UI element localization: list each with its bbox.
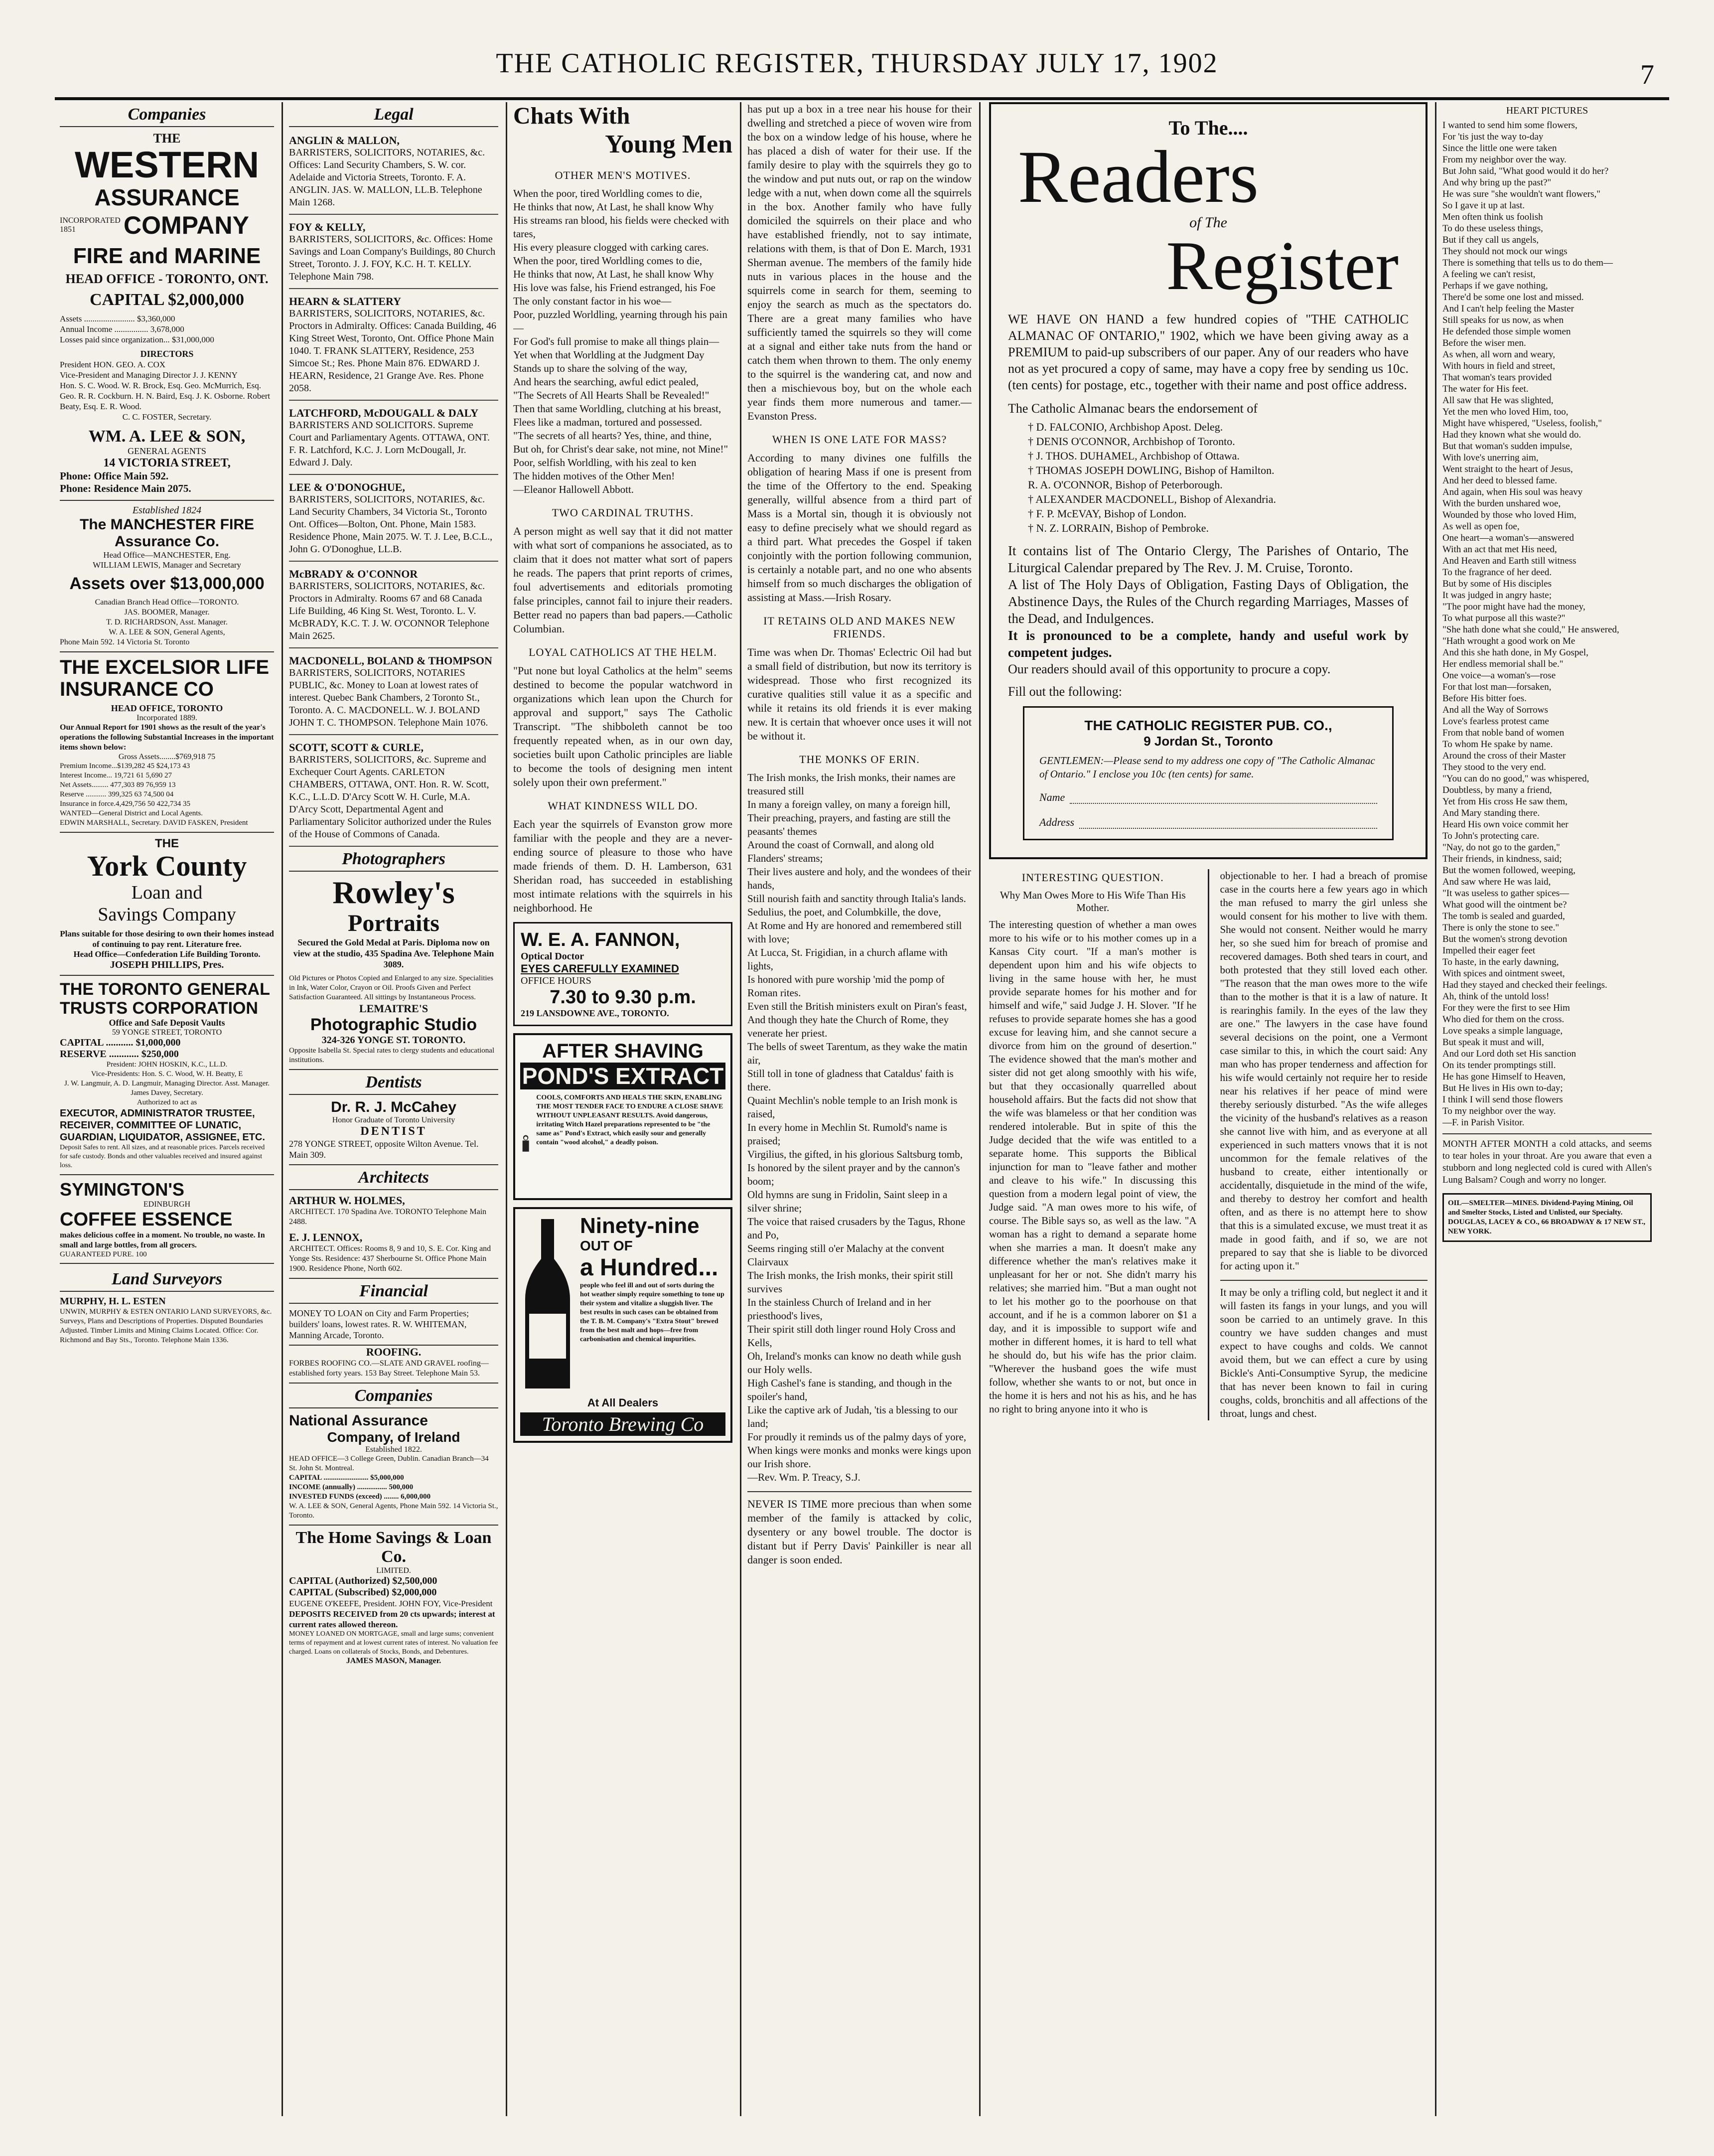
- article-body: has put up a box in a tree near his house for their dwelling and stretched a piece of woven wire from the box on a window ledge of his house, where he has placed a dish of water for their use. If the family desire to play with the squirrels they go to the window and put nuts out, or rap on the window ledge with a nut, when down come all the squirrels in the box. Another family who have fully domiciled the squirrels on their place and who have established friendly, not to say intimate, relations with them, is that of Don E. March, 1931 Sherman avenue. The members of the family hide nuts in various places in the house and the squirrels come in search for them, seeming to enjoy the search as much as the spectators do. There are a great many families who have sufficiently tamed the squirrels so they will come at a signal and either take nuts from the hand or catch them when thrown to them. The only enemy to the squirrel is the wandering cat, and now and then a mischievous boy, but on the whole each year finds them more numerous and tamer.—Evanston Press.: [747, 103, 972, 422]
- ad-line: Reserve ........... 399,325 63 74,500 04: [60, 790, 174, 798]
- ad-title: Assets over $13,000,000: [69, 574, 265, 593]
- ad-title: York County: [87, 850, 247, 882]
- ad-text: CAPITAL $2,000,000: [89, 291, 245, 309]
- ad-text: Opposite Isabella St. Special rates to clergy students and educational institutions.: [289, 1047, 495, 1064]
- article-body: Each year the squirrels of Evanston grow more familiar with the people and they are a never-ending source of pleasure to those who have made friends of them. D. H. Lamberson, 631 Sheridan road, has succeeded in establishing most intimate relations with the squirrels in his neighborhood. He: [513, 818, 732, 914]
- ad-text: HEAD OFFICE, TORONTO: [111, 703, 223, 713]
- ad-line: James Davey, Secretary.: [131, 1089, 203, 1097]
- column-divider: [1435, 102, 1436, 2116]
- notice-body: WE HAVE ON HAND a few hundred copies of "THE CATHOLIC ALMANAC OF ONTARIO," 1902, which we have been giving away as a PREMIUM to paid-up subscribers of our paper. Any of our readers who have not as yet procured a copy of same, may have a copy free by sending us 10c. (ten cents) for postage, etc., together with their name and post office address.: [1008, 312, 1409, 392]
- column-poem: [1442, 102, 1652, 2116]
- column-chats: [513, 102, 732, 2116]
- ad-text: 324-326 YONGE ST. TORONTO.: [321, 1035, 466, 1046]
- endorser: † J. THOS. DUHAMEL, Archbishop of Ottawa.: [1028, 450, 1240, 462]
- ad-text: EXECUTOR, ADMINISTRATOR TRUSTEE, RECEIVER, COMMITTEE OF LUNATIC, GUARDIAN, LIQUIDATOR, ASSIGNEE, ETC.: [60, 1108, 265, 1143]
- ad-text: 278 YONGE STREET, opposite Wilton Avenue. Tel. Main 309.: [289, 1139, 479, 1160]
- article-subheading: Why Man Owes More to His Wife Than His Mother.: [1000, 889, 1186, 914]
- notice-text: of The: [1189, 214, 1227, 231]
- poem-text: The Irish monks, the Irish monks, their names are treasured still In many a foreign valley, on many a foreign hill, Their preaching, prayers, and fasting are still the peasants' themes Around the coast of Cornwall, and along old Flanders' streams; Their lives austere and holy, and the wondees of their hands, Still nourish faith and sanctity through Italia's lands. Sedulius, the poet, and Columbkille, the dove, At Rome and Hy are honored and remembered still with love; At Lucca, St. Frigidian, in a church aflame with lights, Is honored with pure worship 'mid the pomp of Roman rites. Even still the British ministers exult on Piran's feast, And though they hate the Church of Rome, they venerate her priest. The bells of sweet Tarentum, as they wake the matin air, Still toll in tone of gladness that Cataldus' faith is there. Quaint Mechlin's noble temple to an Irish monk is raised, In every home in Mechlin St. Rumold's name is praised; Virgilius, the gifted, in his glorious Saltsburg tomb, Is honored by the silent prayer and by the cannon's boom; Old hymns are sung in Fridolin, Saint sleep in a silver shrine; The voice that raised crusaders by the Tagus, Rhone and Po, Seems ringing still o'er Malachy at the convent Clairvaux The Irish monks, the Irish monks, their spirit still survives In the stainless Church of Ireland and in her priesthood's lives, Their spirit still doth linger round Holy Cross and Kells, Oh, Ireland's monks can know no death while gush our Holy wells. High Cashel's fane is standing, and though in the spoiler's hand, Like the captive ark of Judah, 'tis a blessing to our land; For proudly it reminds us of the palmy days of yore, When kings were monks and monks were kings upon our Irish shore. —Rev. Wm. P. Treacy, S.J.: [747, 771, 972, 1483]
- ad-line: Interest Income... 19,721 61 5,690 27: [60, 771, 172, 779]
- ad-title: Rowley's: [332, 875, 455, 910]
- ad-title: 7.30 to 9.30 p.m.: [550, 987, 696, 1008]
- article-heading: INTERESTING QUESTION.: [1021, 871, 1164, 884]
- card-title: MACDONELL, BOLAND & THOMPSON: [289, 654, 492, 667]
- ad-text: FORBES ROOFING CO.—SLATE AND GRAVEL roofing—established forty years. 153 Bay Street. Telephone Main 53.: [289, 1359, 489, 1378]
- ad-line: Vice-President and Managing Director J. J. KENNY: [60, 370, 238, 380]
- address-field[interactable]: [1079, 818, 1377, 829]
- card-title: SCOTT, SCOTT & CURLE,: [289, 741, 424, 754]
- ad-title: Savings Company: [98, 904, 236, 925]
- ad-text: 59 YONGE STREET, TORONTO: [112, 1028, 222, 1037]
- ad-title: The MANCHESTER FIRE Assurance Co.: [79, 516, 254, 550]
- ad-text: EUGENE O'KEEFE, President. JOHN FOY, Vice-President: [289, 1599, 493, 1608]
- ad-line: CAPITAL (Subscribed) $2,000,000: [289, 1587, 437, 1598]
- ad-text: Established 1822.: [365, 1445, 422, 1454]
- ad-line: JAS. BOOMER, Manager.: [124, 608, 210, 616]
- masthead: THE CATHOLIC REGISTER, THURSDAY JULY 17, 1902: [496, 48, 1218, 79]
- ad-title: National Assurance: [289, 1412, 428, 1429]
- home-savings-ad: [289, 1526, 498, 1666]
- ad-text: CAPITAL ........... $1,000,000: [60, 1037, 181, 1048]
- endorser: † N. Z. LORRAIN, Bishop of Pembroke.: [1028, 522, 1209, 534]
- notice-body: The Catholic Almanac bears the endorsement of: [1008, 401, 1258, 416]
- ad-line: Assets ........................ $3,360,000: [60, 314, 175, 323]
- poem-text: I wanted to send him some flowers, For 'tis just the way to-day Since the little one were taken From my neighbor over the way. But John said, "What good would it do her? And why bring up the past?" He was sure "she wouldn't want flowers," So I gave it up at last. Men often think us foolish To do these useless things, But if they call us angels, They should not mock our wings There is something that tells us to do them— A feeling we can't resist, Perhaps if we gave nothing, There'd be some one lost and missed. And I can't help feeling the Master Still speaks for us now, as when He defended those simple women Before the wiser men. As when, all worn and weary, With hours in field and street, That woman's tears provided The water for His feet. All saw that He was slighted, Yet the men who loved Him, too, Might have whispered, "Useless, foolish," Had they known what she would do. But that woman's sudden impulse, With love's unerring aim, Went straight to the heart of Jesus, And her deed to blessed fame. And again, when His soul was heavy With the burden unshared woe, Wounded by those who loved Him, As well as open foe, One heart—a woman's—answered With an act that met His need, And Heaven and Earth still witness To the fragrance of her deed. But by some of His disciples It was judged in angry haste; "The poor might have had the money, To what purpose all this waste?" "She hath done what she could," He answered, "Hath wrought a good work on Me And this she hath done, in My Gospel, Her endless memorial shall be." One voice—a woman's—rose For that lost man—forsaken, Before His bitter foes. And all the Way of Sorrows Love's fearless protest came From that noble band of women To whom He spake by name. Around the cross of their Master They stood to the very end. "You can do no good," was whispered, Doubtless, by many a friend, Yet from His cross He saw them, And Mary standing there. Heard His own voice commit her To John's protecting care. "Nay, do not go to the garden," Their friends, in kindness, said; But the women followed, weeping, And saw where He was laid, "It was useless to gather spices— What good will the ointment be? The tomb is sealed and guarded, There is only the stone to see." But the women's strong devotion Impelled their eager feet To haste, in the early dawning, With spices and ointment sweet, Had they stayed and checked their feelings. Ah, think of the untold loss! For they were the first to see Him Who died for them on the cross. Love speaks a simple language, But speak it must and will, And our Lord doth set His sanction On its tender promptings still. He has gone Himself to Heaven, But He lives in His own to-day; I think I will send those flowers To my neighbor over the way. —F. in Parish Visitor.: [1442, 120, 1619, 1128]
- ad-text: WILLIAM LEWIS, Manager and Secretary: [93, 560, 241, 570]
- endorser: R. A. O'CONNOR, Bishop of Peterborough.: [1028, 478, 1223, 491]
- ad-text: Established 1824: [132, 505, 202, 516]
- ad-text: Office and Safe Deposit Vaults: [109, 1018, 225, 1028]
- ad-text: DIRECTORS: [140, 349, 194, 359]
- column-divider: [740, 102, 741, 2116]
- article-body: MONTH AFTER MONTH a cold attacks, and seems to tear holes in your throat. Are you aware that even a stubborn and long neglected cold is cured with Allen's Lung Balsam? Cough and worry no longer.: [1442, 1133, 1652, 1186]
- poem-title: HEART PICTURES: [1506, 105, 1588, 116]
- ad-line: President: JOHN HOSKIN, K.C., LL.D.: [106, 1061, 228, 1069]
- ad-text: DEPOSITS RECEIVED from 20 cts upwards; interest at current rates allowed thereon.: [289, 1609, 495, 1629]
- section-heading: ROOFING.: [366, 1346, 422, 1358]
- ad-text: makes delicious coffee in a moment. No trouble, no waste. In small and large bottles, from all grocers.: [60, 1231, 265, 1249]
- ad-title: WM. A. LEE & SON,: [88, 427, 246, 446]
- ad-title: MURPHY, H. L. ESTEN: [60, 1296, 166, 1307]
- endorsers-list: [1008, 420, 1409, 535]
- readers-notice-box: [989, 102, 1428, 859]
- ad-text: MONEY LOANED ON MORTGAGE, small and large sums; convenient terms of repayment and at lowest current rates of interest. No valuation fee charged. Loans on collaterals of Stocks, Bonds, and Debentures.: [289, 1630, 498, 1656]
- section-heading: Dentists: [289, 1073, 498, 1095]
- name-label: Name: [1039, 791, 1065, 803]
- ad-text: HEAD OFFICE - TORONTO, ONT.: [65, 272, 269, 286]
- card-text: BARRISTERS, SOLICITORS, NOTARIES, &c. Land Security Chambers, 34 Victoria St., Toronto Ont. Offices—Bolton, Ont. Phone, Main 1583. Residence Phone, Main 2075. W. T. J. Lee, B.C.L., John G. O'Donoghue, LL.B.: [289, 494, 493, 555]
- legal-card: [289, 738, 498, 847]
- column-divider: [506, 102, 507, 2116]
- ad-text: OFFICE HOURS: [521, 975, 591, 986]
- ad-title: ASSURANCE: [94, 184, 240, 210]
- ad-text: MONEY TO LOAN on City and Farm Properties; builders' loans, lowest rates. R. W. WHITEMAN, Manning Arcade, Toronto.: [289, 1308, 469, 1340]
- ad-line: INCOME (annually) ................ 500,000: [289, 1483, 414, 1491]
- toronto-brewing-ad: [513, 1207, 732, 1443]
- ad-line: Premium Income...$139,282 45 $24,173 43: [60, 762, 190, 770]
- ponds-extract-ad: [513, 1033, 732, 1200]
- ad-line: Annual Income ................ 3,678,000: [60, 324, 184, 334]
- endorser: † ALEXANDER MACDONELL, Bishop of Alexandria.: [1028, 493, 1277, 505]
- ad-line: CAPITAL (Authorized) $2,500,000: [289, 1575, 437, 1586]
- ad-text: Plans suitable for those desiring to own their homes instead of continuing to pay rent. Literature free.: [60, 929, 274, 949]
- ad-text: UNWIN, MURPHY & ESTEN ONTARIO LAND SURVEYORS, &c. Surveys, Plans and Descriptions of Properties. Disputed Boundaries Adjusted. Timber Limits and Mining Claims Located. Office: Cor. Richmond and Bay Sts., Toronto. Telephone Main 1336.: [60, 1308, 272, 1344]
- section-heading: Photographers: [289, 850, 498, 872]
- ad-title: Loan and: [131, 882, 203, 903]
- ad-line: Net Assets......... 477,303 89 76,959 13: [60, 781, 176, 789]
- notice-body: It contains list of The Ontario Clergy, The Parishes of Ontario, The Liturgical Calendar prepared by The Rev. J. M. Cruise, Toronto.: [1008, 543, 1409, 575]
- ad-text: ARCHITECT. 170 Spadina Ave. TORONTO Telephone Main 2488.: [289, 1208, 487, 1226]
- section-heading: Financial: [289, 1282, 498, 1304]
- name-field[interactable]: [1070, 793, 1377, 804]
- page-number: 7: [1640, 59, 1654, 90]
- header-rule: [55, 97, 1669, 100]
- card-title: LATCHFORD, McDOUGALL & DALY: [289, 407, 479, 419]
- form-address: 9 Jordan St., Toronto: [1143, 734, 1273, 749]
- endorser: † THOMAS JOSEPH DOWLING, Bishop of Hamilton.: [1028, 464, 1275, 476]
- legal-card: [289, 292, 498, 401]
- ad-text: INCORPORATED 1851: [60, 216, 121, 234]
- article-heading: IT RETAINS OLD AND MAKES NEW FRIENDS.: [763, 615, 956, 640]
- card-text: BARRISTERS, SOLICITORS, NOTARIES PUBLIC, &c. Money to Loan at lowest rates of interest. Quebec Bank Chambers, 2 Toronto St., Toronto. A. C. MACDONELL. W. J. BOLAND JOHN T. C. THOMPSON. Telephone Main 1076.: [289, 667, 488, 728]
- interesting-question-continued: [1220, 869, 1428, 1420]
- ad-text: Head Office—Confederation Life Building Toronto.: [73, 949, 261, 959]
- endorser: † D. FALCONIO, Archbishop Apost. Deleg.: [1028, 421, 1223, 433]
- ad-title: Ninety-nine: [580, 1214, 700, 1238]
- notice-body: A list of The Holy Days of Obligation, Fasting Days of Obligation, the Abstinence Days, the Rules of the Church regarding Marriages, Masses of the Dead, and Indulgences.: [1008, 577, 1409, 626]
- ad-line: WANTED—General District and Local Agents.: [60, 809, 203, 817]
- ad-title: Photographic Studio: [310, 1015, 477, 1034]
- ad-line: President HON. GEO. A. COX: [60, 360, 166, 369]
- ad-text: Deposit Safes to rent. All sizes, and at reasonable prices. Parcels received for safe custody. Bonds and other valuables received and insured against loss.: [60, 1144, 265, 1169]
- architects: [289, 1168, 498, 1279]
- douglas-lacey-ad: OIL—SMELTER—MINES. Dividend-Paying Mining, Oil and Smelter Stocks, Listed and Unlisted, our Specialty. DOUGLAS, LACEY & CO., 66 BROADWAY & 17 NEW ST., NEW YORK.: [1442, 1193, 1652, 1242]
- symingtons-ad: [60, 1175, 274, 1264]
- card-title: ANGLIN & MALLON,: [289, 134, 400, 147]
- photographers: [289, 850, 498, 1070]
- ad-text: HEAD OFFICE—3 College Green, Dublin. Canadian Branch—34 St. John St. Montreal.: [289, 1455, 489, 1472]
- ad-title: W. E. A. FANNON,: [521, 929, 680, 950]
- ad-text: Incorporated 1889.: [137, 714, 197, 722]
- legal-card: [289, 218, 498, 289]
- ad-title: COMPANY: [124, 211, 249, 239]
- card-title: HEARN & SLATTERY: [289, 295, 401, 308]
- column-title: Chats With: [513, 103, 630, 129]
- ad-title: POND'S EXTRACT: [520, 1063, 725, 1089]
- ad-text: W. A. LEE & SON, General Agents, Phone Main 592. 14 Victoria St., Toronto.: [289, 1502, 498, 1520]
- ad-text: 14 VICTORIA STREET,: [103, 457, 231, 469]
- ad-text: EYES CAREFULLY EXAMINED: [521, 962, 679, 975]
- ad-text: EDINBURGH: [143, 1200, 191, 1209]
- article-heading: THE MONKS OF ERIN.: [799, 753, 920, 766]
- ad-text: Our Annual Report for 1901 shows as the result of the year's operations the following Substantial Increases in the important items shown below:: [60, 723, 274, 752]
- ad-text: LIMITED.: [376, 1566, 411, 1575]
- ad-title: WESTERN: [75, 144, 259, 185]
- column-divider: [282, 102, 283, 2116]
- ad-title: Company, of Ireland: [327, 1429, 460, 1445]
- ad-title: FIRE and MARINE: [73, 244, 261, 268]
- card-text: BARRISTERS, SOLICITORS, NOTARIES, &c. Offices: Land Security Chambers, S. W. cor. Adelaide and Victoria Streets, Toronto. F. A. ANGLIN. JAS. W. MALLON, LL.B. Telephone Main 1268.: [289, 147, 485, 208]
- ad-text: GUARANTEED PURE. 100: [60, 1250, 147, 1258]
- ad-text: JOSEPH PHILLIPS, Pres.: [110, 959, 224, 970]
- notice-title: Register: [1166, 227, 1399, 305]
- ad-title: E. J. LENNOX,: [289, 1231, 363, 1243]
- column-title: Young Men: [605, 130, 732, 158]
- card-text: BARRISTERS, SOLICITORS, &c. Supreme and Exchequer Court Agents. CARLETON CHAMBERS, OTTAWA, ONT. Hon. R. W. Scott, K.C., L.L.D. D'Arcy Scott W. H. Curle, M.A. D'Arcy Scott, Departmental Agent and Parliamentary Solicitor authorized under the Rules of the House of Commons of Canada.: [289, 754, 491, 840]
- legal-card: [289, 131, 498, 215]
- ad-text: 219 LANSDOWNE AVE., TORONTO.: [521, 1008, 669, 1018]
- order-form: [1023, 706, 1394, 840]
- section-heading: Legal: [289, 105, 498, 127]
- ad-title: Dr. R. J. McCahey: [331, 1099, 456, 1115]
- column-readers: [989, 102, 1428, 2116]
- ad-text: At All Dealers: [587, 1396, 659, 1409]
- ad-title: a Hundred...: [580, 1254, 718, 1281]
- card-title: McBRADY & O'CONNOR: [289, 568, 418, 580]
- notice-body: Our readers should avail of this opportunity to procure a copy.: [1008, 662, 1331, 676]
- article-heading: WHEN IS ONE LATE FOR MASS?: [772, 433, 947, 446]
- section-heading: Architects: [289, 1168, 498, 1190]
- ad-title: THE TORONTO GENERAL TRUSTS CORPORATION: [60, 980, 270, 1018]
- legal-card: [289, 404, 498, 475]
- ad-title: THE EXCELSIOR LIFE INSURANCE CO: [60, 656, 270, 700]
- article-heading: WHAT KINDNESS WILL DO.: [548, 799, 698, 812]
- notice-body: Fill out the following:: [1008, 684, 1122, 699]
- card-title: LEE & O'DONOGHUE,: [289, 481, 405, 493]
- article-heading: TWO CARDINAL TRUTHS.: [552, 506, 694, 519]
- ad-text: LEMAITRE'S: [359, 1002, 428, 1015]
- notice-text: To The....: [1168, 117, 1248, 139]
- endorser: † DENIS O'CONNOR, Archbishop of Toronto.: [1028, 435, 1235, 448]
- column-articles: [747, 102, 972, 2116]
- ad-title: OUT OF: [580, 1238, 633, 1253]
- ad-text: Secured the Gold Medal at Paris. Diploma now on view at the studio, 435 Spadina Ave. Telephone Main 3089.: [293, 937, 494, 969]
- ad-text: people who feel ill and out of sorts during the hot weather simply require something to tone up their system and vitalize a sluggish liver. The best results in such cases can be obtained from the T. B. M. Company's "Extra Stout" brewed from the best malt and hops—free from carbonisation and chemical impurities.: [580, 1282, 724, 1343]
- ad-title: The Home Savings & Loan Co.: [295, 1529, 492, 1566]
- ad-title: SYMINGTON'S: [60, 1179, 184, 1200]
- ad-line: EDWIN MARSHALL, Secretary. DAVID FASKEN, President: [60, 819, 248, 827]
- ad-text: Optical Doctor: [521, 951, 584, 962]
- ad-text: Old Pictures or Photos Copied and Enlarged to any size. Specialities in Ink, Water Color, Crayon or Oil. Proofs Given and Perfect Satisfaction Guaranteed. All sittings by Instantaneous Process.: [289, 974, 494, 1001]
- notice-title: Readers: [1018, 136, 1259, 218]
- section-heading: Land Surveyors: [60, 1270, 274, 1292]
- card-text: BARRISTERS AND SOLICITORS. Supreme Court and Parliamentary Agents. OTTAWA, ONT. F. R. Latchford, K.C. J. Lorn McDougall, Jr. Edward J. Daly.: [289, 420, 490, 468]
- national-assurance-ad: [289, 1386, 498, 1526]
- excelsior-life-ad: [60, 652, 274, 833]
- bottle-illustration: [520, 1214, 575, 1393]
- ad-line: Hon. S. C. Wood. W. R. Brock, Esq. Geo. McMurrich, Esq. Geo. R. R. Cockburn. H. N. Baird, Esq. J. K. Osborne. Robert Beaty, Esq. E. R. Wood.: [60, 381, 271, 411]
- ad-line: CAPITAL ........................ $5,000,000: [289, 1474, 404, 1482]
- article-body: The interesting question of whether a man owes more to his wife or to his mother comes up in a Kansas City court. "If a man's mother is dependent upon him and his wife objects to living in the same house with her, he must provide separate homes for his mother and for himself and wife," said Judge J. H. Slover. "If he refuses to provide separate homes she has a good excuse for leaving him, and she cannot secure a divorce from him on the ground of desertion." The evidence showed that the man's mother and sister did not get along smoothly with his wife, but that they occasionally quarrelled about household affairs. But the facts did not show that the wife was blameless or that her condition was rendered intolerable. But in spite of this the Judge decided that the wife was entitled to a separate home. This supports the Biblical injunction for man to "leave father and mother and cleave to his wife." In discussing this question from a modern legal point of view, the Judge said. "A man owes more to his wife, of course. The Bible says so, as well as the law. "A woman has a right to demand a separate home when she marries a man. It doesn't make any difference whether the man's relatives make it unpleasant for her or not. She didn't marry his relatives; she married him. "But a man ought not to let his mother go to the poorhouse on that account, and if he is a common laborer on $1 a day, and it is impossible to support wife and mother in different homes, it is hard to tell what he should do, but his wife has the prior claim. "Wherever the husband goes the wife must follow, whether she wants to or not, but once in the home it is hers and not his as his, and he has no right to bring anyone into it who is: [989, 919, 1197, 1415]
- ad-logo: Toronto Brewing Co: [520, 1412, 725, 1436]
- column-companies: [60, 102, 274, 2116]
- ad-title: Portraits: [348, 910, 439, 936]
- york-county-ad: [60, 833, 274, 976]
- dentists: [289, 1073, 498, 1165]
- column-legal: [289, 102, 498, 2116]
- ad-line: Canadian Branch Head Office—TORONTO.: [95, 598, 239, 607]
- ad-text: Gross Assets........$769,918 75: [118, 753, 216, 761]
- ad-line: Losses paid since organization... $31,000,000: [60, 335, 214, 344]
- ad-text: Phone: Residence Main 2075.: [60, 482, 191, 494]
- card-text: BARRISTERS, SOLICITORS, &c. Offices: Home Savings and Loan Company's Buildings, 80 Church Street, Toronto. J. J. FOY, K.C. H. T. KELLY. Telephone Main 798.: [289, 234, 496, 282]
- land-surveyors: [60, 1264, 274, 1348]
- article-body: According to many divines one fulfills the obligation of hearing Mass if one is present from the time of the Offertory to the end. Speaking generally, willful absence from a third part of Mass is a Mortal sin, though it is obviously not easy to define precisely what we should regard as a third part. What precedes the Gospel if taken conjointly with the portion following communion, is certainly a notable part, and no one who absents himself from so much discharges the obligation of assisting at Mass.—Irish Rosary.: [747, 452, 972, 604]
- card-text: BARRISTERS, SOLICITORS, NOTARIES, &c. Proctors in Admiralty. Rooms 67 and 68 Canada Life Building, 46 King St. West, Toronto. L. V. McBRADY, K.C. T. J. W. O'CONNOR Telephone Main 2625.: [289, 581, 489, 641]
- article-heading: LOYAL CATHOLICS AT THE HELM.: [529, 646, 717, 658]
- article-body: It may be only a trifling cold, but neglect it and it will fasten its fangs in your lungs, and you will soon be carried to an untimely grave. In this country we have sudden changes and must expect to have coughs and colds. We cannot avoid them, but we can effect a cure by using Bickle's Anti-Consumptive Syrup, the medicine that has never been known to fail in curing coughs, colds, bronchitis and all affections of the throat, lungs and chest.: [1220, 1280, 1428, 1420]
- ad-title: COFFEE ESSENCE: [60, 1209, 233, 1230]
- ad-line: W. A. LEE & SON, General Agents,: [109, 628, 225, 636]
- ad-line: INVESTED FUNDS (exceed) ........ 6,000,000: [289, 1493, 431, 1501]
- ad-text: Honor Graduate of Toronto University: [332, 1116, 455, 1124]
- article-body: NEVER IS TIME more precious than when some member of the family is attacked by colic, dysentery or any bowel trouble. The doctor is distant but if Perry Davis' Painkiller is near all danger is soon ended.: [747, 1491, 972, 1567]
- legal-card: [289, 478, 498, 562]
- man-shaving-illustration: [520, 1093, 531, 1193]
- article-body: "Put none but loyal Catholics at the helm" seems destined to become the popular watchword in organizations which lean upon the Church for approval and support," says The Catholic Transcript. "The shibboleth cannot be too frequently repeated when, as in our own day, societies built upon Catholic principles are liable to become the tools of designing men intent solely upon their own preferment.": [513, 664, 732, 788]
- ad-text: COOLS, COMFORTS AND HEALS THE SKIN, ENABLING THE MOST TENDER FACE TO ENDURE A CLOSE SHAVE WITHOUT UNPLEASANT RESULTS. Avoid dangerous, irritating Witch Hazel preparations represented to be "the same as" Pond's Extract, which easily sour and generally contain "wood alcohol," a deadly poison.: [536, 1094, 723, 1146]
- ad-text: ARCHITECT. Offices: Rooms 8, 9 and 10, S. E. Cor. King and Yonge Sts. Residence: 437 Sherbourne St. Office Phone Main 1900. Residence Phone, North 602.: [289, 1244, 491, 1273]
- article-heading: OTHER MEN'S MOTIVES.: [555, 169, 691, 181]
- ad-text: THE: [153, 131, 181, 146]
- legal-card: [289, 651, 498, 735]
- ad-line: Phone Main 592. 14 Victoria St. Toronto: [60, 638, 190, 646]
- section-heading: Companies: [60, 105, 274, 127]
- endorser: † F. P. McEVAY, Bishop of London.: [1028, 507, 1187, 520]
- column-divider: [1208, 869, 1209, 1420]
- section-heading: Companies: [289, 1386, 498, 1408]
- legal-card: [289, 565, 498, 648]
- article-body: A person might as well say that it did not matter with what sort of companions he associated, as to claim that it does not matter what sort of papers he reads. The papers that print reports of crimes, foul advertisements and editorials promoting false principles, cannot fail to injure their readers. Better read no papers than bad papers.—Catholic Columbian.: [513, 525, 732, 635]
- ad-text: THE: [155, 837, 179, 850]
- western-assurance-ad: [60, 131, 274, 501]
- interesting-question-article: [989, 869, 1197, 1420]
- financial: [289, 1282, 498, 1346]
- fannon-ad: [513, 922, 732, 1026]
- ad-line: J. W. Langmuir, A. D. Langmuir, Managing Director. Asst. Manager.: [64, 1079, 270, 1087]
- ad-line: T. D. RICHARDSON, Asst. Manager.: [106, 618, 228, 626]
- ad-line: Insurance in force.4,429,756 50 422,734 35: [60, 800, 191, 808]
- column-divider: [979, 102, 981, 2116]
- legal-cards: [289, 131, 498, 847]
- form-title: THE CATHOLIC REGISTER PUB. CO.,: [1084, 718, 1332, 733]
- ad-title: ARTHUR W. HOLMES,: [289, 1194, 405, 1207]
- ad-text: DENTIST: [360, 1125, 427, 1138]
- card-text: BARRISTERS, SOLICITORS, NOTARIES, &c. Proctors in Admiralty. Offices: Canada Building, 46 King Street West, Toronto, Ont. Office Phone Main 1040. T. FRANK SLATTERY, Residence, 253 Simcoe St.; Res. Phone Main 876. EDWARD J. HEARN, Residence, 21 Grange Ave. Res. Phone 2058.: [289, 308, 497, 394]
- notice-body: It is pronounced to be a complete, handy and useful work by competent judges.: [1008, 628, 1409, 660]
- roofing: [289, 1346, 498, 1384]
- toronto-general-trusts-ad: [60, 976, 274, 1175]
- ad-text: JAMES MASON, Manager.: [346, 1657, 441, 1665]
- article-body: Time was when Dr. Thomas' Eclectric Oil had but a small field of distribution, but now its territory is widespread. Those who first recognized its curative qualities still value it as a specific and while it retains its old friends it is ever making new. It is certain that whoever once uses it will not be without it.: [747, 646, 972, 742]
- ad-line: Vice-Presidents: Hon. S. C. Wood, W. H. Beatty, E: [91, 1070, 243, 1078]
- poem-text: When the poor, tired Worldling comes to die, He thinks that now, At Last, he shall know Why His streams ran blood, his fields were checked with tares, His every pleasure clogged with carking cares. When the poor, tired Worldling comes to die, He thinks that now, At Last, he shall know Why His love was false, his Friend estranged, his Foe The only constant factor in his woe— Poor, puzzled Worldling, yearning through his pain— For God's full promise to make all things plain— Yet when that Worldling at the Judgment Day Stands up to share the solving of the way, And hears the searching, awful edict pealed, "The Secrets of All Hearts Shall be Revealed!" Then that same Worldling, clutching at his breast, Flees like a madman, tortured and possessed. "The secrets of all hearts? Yes, thine, and thine, But oh, for Christ's dear sake, not mine, not Mine!" Poor, selfish Worldling, with his zeal to ken The hidden motives of the Other Men! —Eleanor Hallowell Abbott.: [513, 187, 729, 495]
- ad-line: Authorized to act as: [137, 1098, 197, 1106]
- ad-line: C. C. FOSTER, Secretary.: [122, 412, 212, 422]
- article-body: objectionable to her. I had a breach of promise case in the courts here a few years ago in which the man refused to marry the girl unless she would consent for his mother to live with them. She would not consent. Neither would he marry her, so she sued him for breach of promise and recovered damages. Both shed tears in court, and both protested that they still loved each other. "The reason that the man owes more to the wife than to the mother is that it is a law of nature. It is rearinghis family. In the eyes of the law they are one." The lawyers in the case have found several decisions on the point, one a Vermont case similar to this, in which the court said: Any man who has proper tenderness and affection for his wife would certainly not require her to reside near his relatives if her peace of mind were thereby seriously disturbed. "As the wife alleges the vicinity of the husband's relatives as a reason she cannot live with him, and as everyone at all experienced in such matters vnows that it is not uncommon for the female relatives of the husband to create, either intentionally or accidentally, disquietude in the mind of the wife, and thereby to destroy her comfort and health often, and as there is no attempt here to show that this is a simulated excuse, we must treat it as made in good faith, and if so, we are not prepared to say that she is liable to be divorced for acting upon it.": [1220, 870, 1428, 1272]
- ad-text: Head Office—MANCHESTER, Eng.: [103, 550, 231, 560]
- ad-text: GENERAL AGENTS: [128, 446, 206, 456]
- ad-text: RESERVE ............ $250,000: [60, 1049, 179, 1060]
- manchester-fire-ad: [60, 501, 274, 652]
- address-label: Address: [1039, 816, 1075, 828]
- card-title: FOY & KELLY,: [289, 221, 366, 233]
- ad-title: AFTER SHAVING: [542, 1040, 704, 1062]
- form-text: GENTLEMEN:—Please send to my address one copy of "The Catholic Almanac of Ontario." I enclose you 10c (ten cents) for same.: [1039, 755, 1375, 780]
- ad-text: Phone: Office Main 592.: [60, 470, 169, 482]
